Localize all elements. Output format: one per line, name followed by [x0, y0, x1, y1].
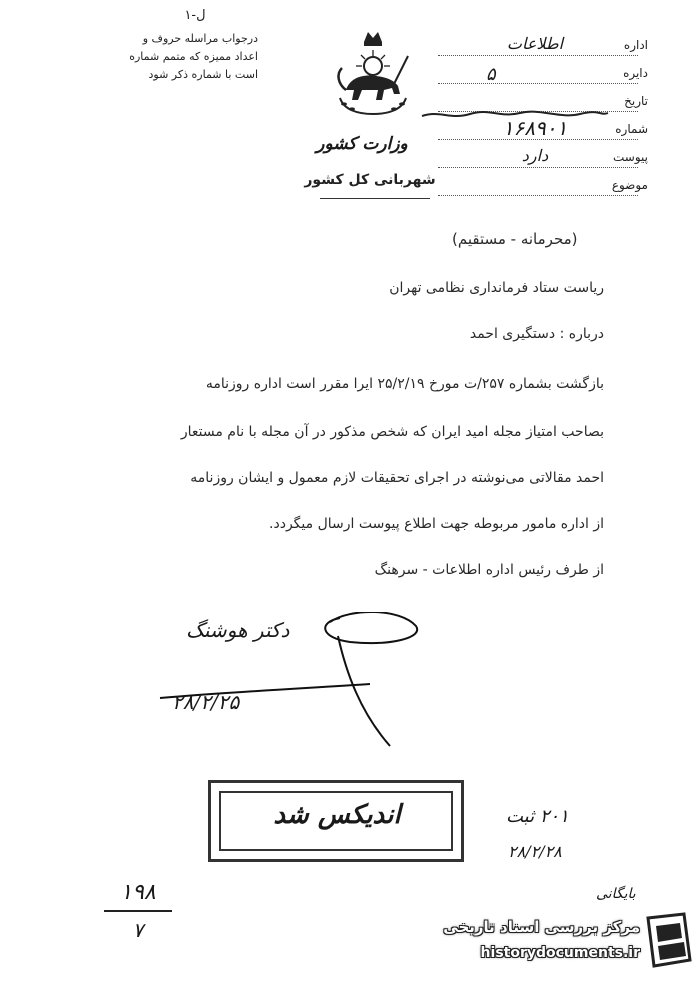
page-fraction-denominator: ۷: [132, 918, 144, 942]
field-line-subject: [438, 194, 638, 196]
lion-and-sun-emblem: [328, 28, 418, 116]
form-code: ل-١: [184, 8, 206, 23]
margin-mark: ۵: [486, 64, 496, 85]
field-label-number: شماره: [615, 122, 648, 136]
reply-note-line-1: درجواب مراسله حروف و: [142, 32, 258, 45]
field-label-date: تاریخ: [624, 94, 648, 108]
page-fraction-numerator: ۱۹۸: [120, 880, 156, 905]
filing-date: ۲۸/۲/۲۸: [508, 842, 562, 861]
body-line-3: احمد مقالاتی می‌نوشته در اجرای تحقیقات لازم معمول و ایشان روزنامه: [190, 470, 604, 486]
watermark-url: historydocuments.ir: [480, 945, 640, 961]
field-line-section: [438, 82, 638, 84]
body-line-1: بازگشت بشماره ۲۵۷/ت مورخ ۲۵/۲/۱۹ ایرا مقرر است اداره روزنامه: [205, 376, 604, 392]
body-line-2: بصاحب امتیاز مجله امید ایران که شخص مذکور در آن مجله با نام مستعار: [180, 424, 604, 440]
signature-number: ۲۸/۲/۲۵: [172, 690, 240, 714]
field-line-department: [438, 54, 638, 56]
watermark-title: مرکز بررسی اسناد تاریخی: [443, 918, 640, 936]
field-value-attachment: دارد: [521, 146, 549, 165]
bottom-note: بایگانی: [596, 886, 636, 902]
field-label-subject: موضوع: [611, 178, 648, 192]
ministry-title: وزارت کشور: [316, 134, 408, 154]
field-line-attachment: [438, 166, 638, 168]
office-title: شهربانی کل کشور: [304, 172, 436, 188]
page-fraction-rule: [104, 910, 172, 912]
addressee-line: ریاست ستاد فرمانداری نظامی تهران: [389, 280, 604, 296]
field-label-department: اداره: [623, 38, 648, 52]
site-watermark: [408, 912, 694, 974]
subject-line: درباره : دستگیری احمد: [469, 326, 604, 342]
archive-logo-icon: [644, 912, 694, 968]
field-value-number: ۱۶۸۹۰۱: [502, 116, 568, 140]
field-label-attachment: پیوست: [613, 150, 648, 164]
indexed-stamp-text: اندیکس شد: [273, 800, 401, 830]
office-underline: [320, 198, 430, 199]
body-line-5: از طرف رئیس اداره اطلاعات - سرهنگ: [374, 562, 604, 578]
field-label-section: دایره: [623, 66, 648, 80]
signature-name: دکتر هوشنگ: [186, 618, 290, 642]
filing-number: ۲۰۱ ثبت: [506, 806, 569, 827]
reply-note-line-3: است با شماره ذکر شود: [148, 68, 258, 81]
field-value-department: اطلاعات: [506, 34, 564, 53]
body-line-4: از اداره مامور مربوطه جهت اطلاع پیوست ارسال میگردد.: [269, 516, 604, 532]
classification-label: (محرمانه - مستقیم): [452, 230, 578, 248]
reply-note-line-2: اعداد ممیزه که متمم شماره: [129, 50, 258, 63]
